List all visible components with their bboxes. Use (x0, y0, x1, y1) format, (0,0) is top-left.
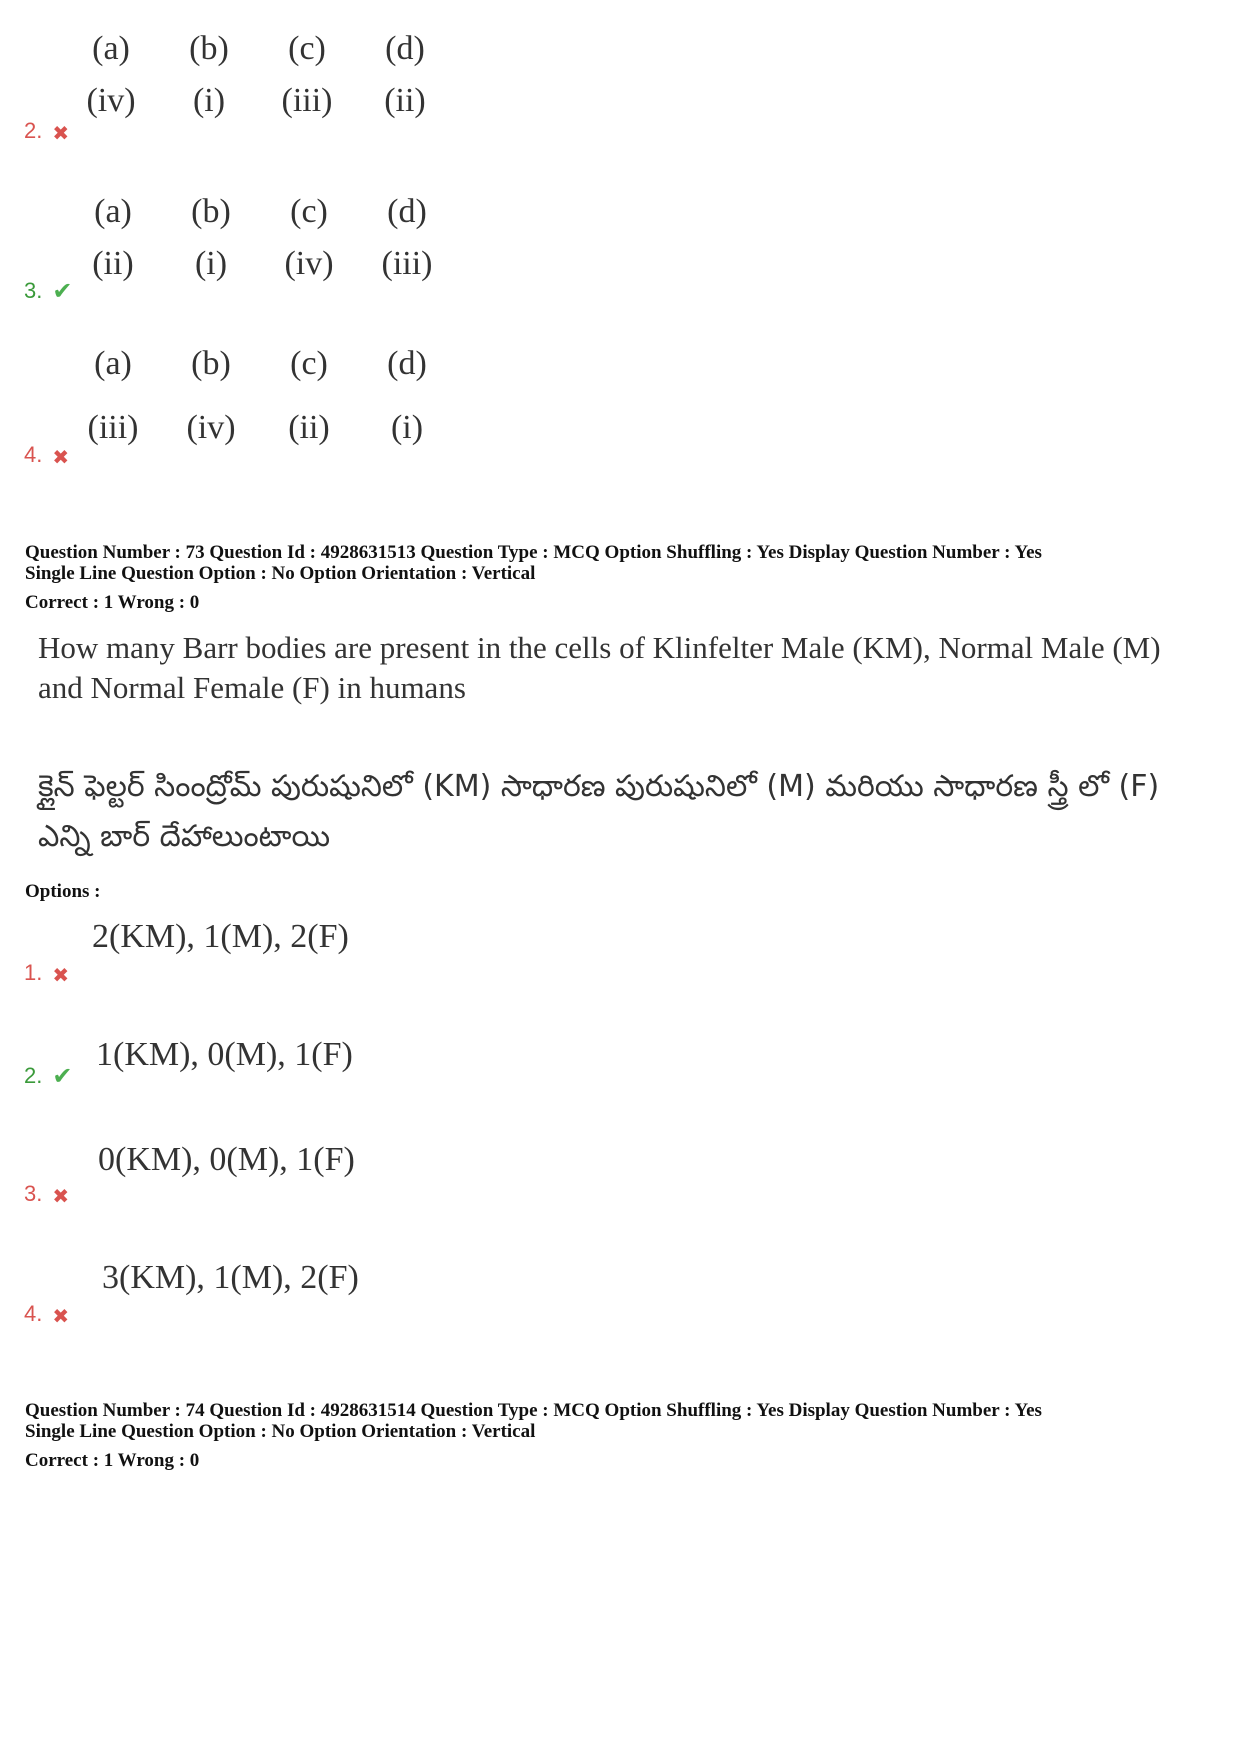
col-value: (iii) (281, 82, 333, 119)
col-header: (a) (92, 30, 130, 67)
q73-meta-line2: Single Line Question Option : No Option Orientation : Vertical (25, 563, 536, 584)
check-icon: ✔ (52, 278, 73, 305)
prev-option-4-label (24, 442, 69, 468)
q74-meta (25, 1400, 1225, 1442)
col-value: (i) (390, 409, 424, 446)
col-header: (b) (191, 345, 231, 382)
q73-option-2-label (24, 1063, 72, 1089)
option-number: 2. (24, 118, 43, 143)
prev-option-2-table (62, 30, 454, 120)
check-icon: ✔ (52, 1063, 73, 1090)
col-header: (b) (189, 30, 229, 67)
q74-marks: Correct : 1 Wrong : 0 (25, 1450, 200, 1471)
cross-icon: ✖ (52, 447, 70, 469)
q73-option-3-text: 0(KM), 0(M), 1(F) (98, 1141, 355, 1178)
col-header: (c) (288, 30, 326, 67)
col-header: (d) (387, 193, 427, 230)
cross-icon: ✖ (52, 1186, 70, 1208)
q73-option-3-label (24, 1181, 69, 1207)
col-value: (i) (194, 245, 228, 282)
cross-icon: ✖ (52, 1306, 70, 1328)
option-number: 1. (24, 960, 43, 985)
option-number: 4. (24, 1301, 43, 1326)
col-value: (iii) (381, 245, 433, 282)
col-value: (iv) (86, 82, 136, 119)
col-value: (ii) (92, 245, 134, 282)
col-value: (iv) (284, 245, 334, 282)
q73-option-2-text: 1(KM), 0(M), 1(F) (96, 1036, 353, 1073)
col-header: (c) (290, 193, 328, 230)
option-number: 3. (24, 278, 43, 303)
q73-option-4-label (24, 1301, 69, 1327)
prev-option-3-table (64, 193, 456, 283)
col-header: (a) (94, 345, 132, 382)
option-number: 4. (24, 442, 43, 467)
prev-option-2-label (24, 118, 69, 144)
col-header: (d) (385, 30, 425, 67)
col-value: (iv) (186, 409, 236, 446)
q73-question-telugu: క్లైన్ ఫెల్టర్ సింంద్రోమ్ పురుషునిలో (KM) సాధారణ పురుషునిలో (M) మరియు సాధారణ స్త్రీ లో (F) ఎన్ని బార్ దేహాలుంటాయి (38, 769, 1160, 854)
col-header: (d) (387, 345, 427, 382)
q73-question-english: How many Barr bodies are present in the cells of Klinfelter Male (KM), Normal Male (M) and Normal Female (F) in humans (38, 630, 1161, 705)
q73-meta-line1: Question Number : 73 Question Id : 4928631513 Question Type : MCQ Option Shuffling : Yes Display Question Number : Yes (25, 542, 1042, 563)
col-header: (c) (290, 345, 328, 382)
col-value: (iii) (87, 409, 139, 446)
q73-option-1-label (24, 960, 69, 986)
col-value: (ii) (384, 82, 426, 119)
prev-option-4-table (64, 345, 456, 447)
q73-options-label: Options : (25, 881, 101, 902)
prev-option-3-label (24, 278, 72, 304)
cross-icon: ✖ (52, 965, 70, 987)
q74-meta-line2: Single Line Question Option : No Option Orientation : Vertical (25, 1421, 536, 1442)
col-value: (i) (192, 82, 226, 119)
q73-marks: Correct : 1 Wrong : 0 (25, 592, 200, 613)
cross-icon: ✖ (52, 123, 70, 145)
q73-meta (25, 542, 1225, 584)
col-header: (a) (94, 193, 132, 230)
option-number: 2. (24, 1063, 43, 1088)
q73-option-1-text: 2(KM), 1(M), 2(F) (92, 918, 349, 955)
option-number: 3. (24, 1181, 43, 1206)
col-header: (b) (191, 193, 231, 230)
q74-meta-line1: Question Number : 74 Question Id : 4928631514 Question Type : MCQ Option Shuffling : Yes Display Question Number : Yes (25, 1400, 1042, 1421)
q73-option-4-text: 3(KM), 1(M), 2(F) (102, 1259, 359, 1296)
col-value: (ii) (288, 409, 330, 446)
